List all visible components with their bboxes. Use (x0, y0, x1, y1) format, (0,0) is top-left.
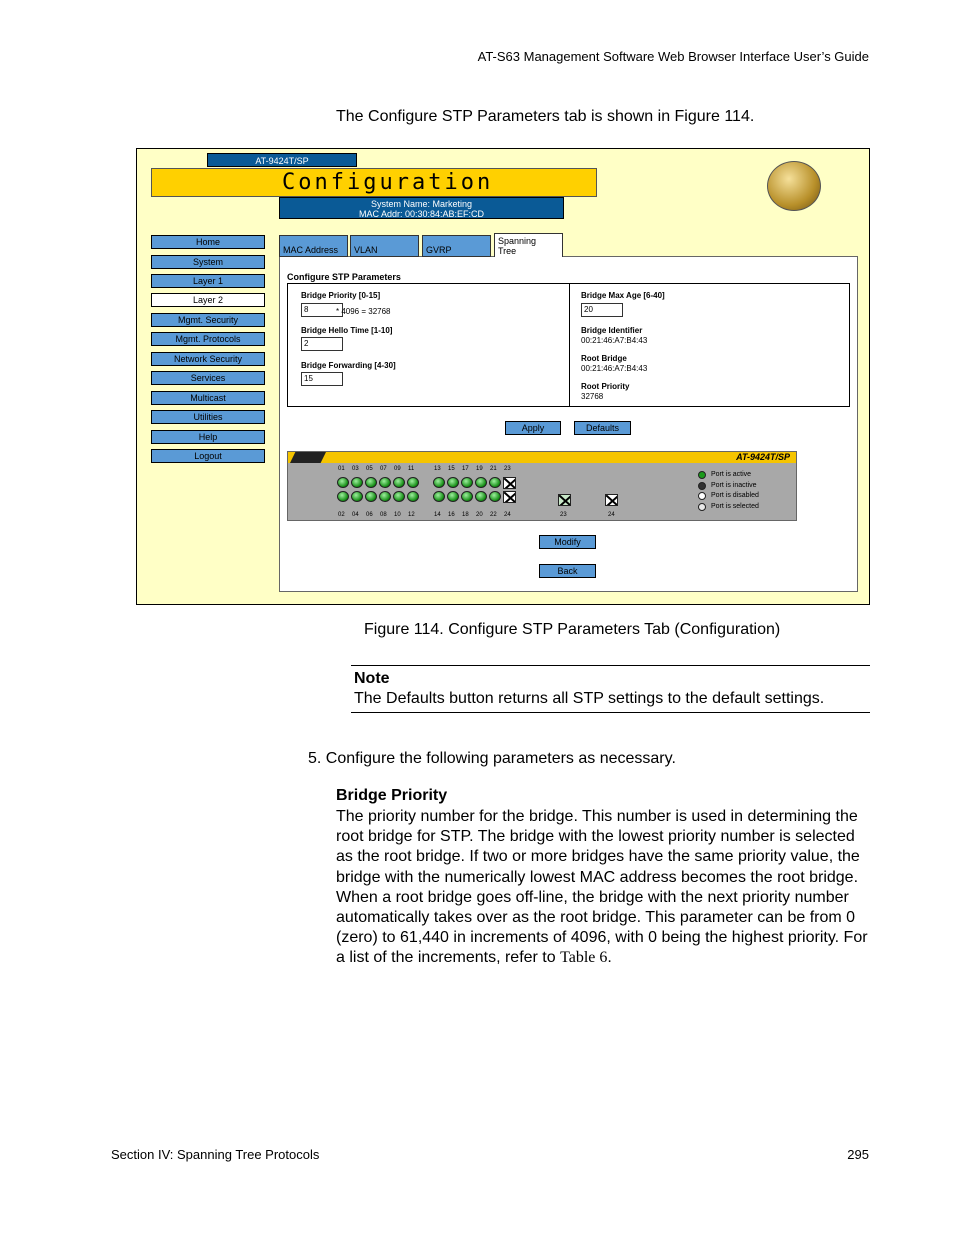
nav-home[interactable]: Home (151, 235, 265, 249)
legend-disabled-icon (698, 492, 706, 500)
port-bottom[interactable] (447, 491, 459, 502)
port-label-top: 11 (408, 466, 415, 472)
defaults-button[interactable]: Defaults (574, 421, 631, 435)
port-top[interactable] (365, 477, 377, 488)
port-label-top: 23 (504, 466, 511, 472)
legend-active: Port is active (711, 471, 752, 478)
port-top[interactable] (351, 477, 363, 488)
step-5: 5. Configure the following parameters as necessary. (308, 750, 676, 767)
port-bottom[interactable] (489, 491, 501, 502)
legend-active-icon (698, 471, 706, 479)
uplink-port-24[interactable] (605, 494, 618, 506)
port-bottom[interactable] (433, 491, 445, 502)
port-label-top: 05 (366, 466, 373, 472)
nav-system[interactable]: System (151, 255, 265, 269)
port-label-bottom: 18 (462, 512, 469, 518)
bridge-priority-label: Bridge Priority [0-15] (301, 291, 381, 300)
port-top[interactable] (475, 477, 487, 488)
switch-model: AT-9424T/SP (736, 452, 790, 462)
port-label-bottom: 24 (504, 512, 511, 518)
nav-mgmt-protocols[interactable]: Mgmt. Protocols (151, 332, 265, 346)
hello-time-label: Bridge Hello Time [1-10] (301, 326, 393, 335)
note-heading: Note (354, 670, 390, 687)
back-button[interactable]: Back (539, 564, 596, 578)
model-label: AT-9424T/SP (207, 153, 357, 167)
port-label-bottom: 04 (352, 512, 359, 518)
root-priority-value: 32768 (581, 392, 604, 401)
nav-layer1[interactable]: Layer 1 (151, 274, 265, 288)
port-bottom[interactable] (337, 491, 349, 502)
nav-layer2[interactable]: Layer 2 (151, 293, 265, 307)
stp-params-box (287, 283, 850, 407)
port-bottom[interactable] (503, 491, 516, 503)
globe-icon (767, 161, 821, 211)
switch-panel (287, 451, 797, 521)
port-bottom[interactable] (475, 491, 487, 502)
section-title: Configure STP Parameters (287, 272, 401, 282)
forward-delay-label: Bridge Forwarding [4-30] (301, 361, 396, 370)
root-priority-label: Root Priority (581, 382, 630, 391)
nav-network-security[interactable]: Network Security (151, 352, 265, 366)
port-top[interactable] (489, 477, 501, 488)
nav-help[interactable]: Help (151, 430, 265, 444)
legend-inactive: Port is inactive (711, 482, 757, 489)
port-label-top: 07 (380, 466, 387, 472)
port-top[interactable] (447, 477, 459, 488)
modify-button[interactable]: Modify (539, 535, 596, 549)
figure-screenshot (136, 148, 870, 605)
port-label-bottom: 16 (448, 512, 455, 518)
running-header: AT-S63 Management Software Web Browser Interface User’s Guide (477, 49, 869, 64)
vendor-logo-icon (290, 452, 326, 463)
port-label-bottom: 08 (380, 512, 387, 518)
port-bottom[interactable] (461, 491, 473, 502)
port-top[interactable] (393, 477, 405, 488)
note-text: The Defaults button returns all STP settings to the default settings. (354, 690, 825, 707)
uplink-port-23[interactable] (558, 494, 571, 506)
page-title: Configuration (282, 170, 494, 195)
max-age-label: Bridge Max Age [6-40] (581, 291, 665, 300)
mac-address: MAC Addr: 00:30:84:AB:EF:CD (358, 209, 485, 219)
intro-text: The Configure STP Parameters tab is shown in Figure 114. (336, 108, 755, 125)
tab-vlan[interactable]: VLAN (350, 235, 419, 257)
apply-button[interactable]: Apply (505, 421, 561, 435)
nav-services[interactable]: Services (151, 371, 265, 385)
root-bridge-label: Root Bridge (581, 354, 627, 363)
port-label-bottom: 20 (476, 512, 483, 518)
bridge-priority-input[interactable]: 8 (301, 303, 343, 317)
title-bar (151, 168, 597, 197)
port-top[interactable] (503, 477, 516, 489)
bridge-priority-calc: * 4096 = 32768 (336, 307, 391, 316)
nav-utilities[interactable]: Utilities (151, 410, 265, 424)
port-label-top: 13 (434, 466, 441, 472)
port-label-top: 21 (490, 466, 497, 472)
figure-caption: Figure 114. Configure STP Parameters Tab (Configuration) (364, 621, 781, 638)
port-label-top: 01 (338, 466, 345, 472)
port-top[interactable] (407, 477, 419, 488)
port-label-bottom: 12 (408, 512, 415, 518)
legend-selected-icon (698, 503, 706, 511)
legend-disabled: Port is disabled (711, 492, 759, 499)
footer-section: Section IV: Spanning Tree Protocols (111, 1147, 320, 1162)
port-label-bottom: 14 (434, 512, 441, 518)
bridge-identifier-label: Bridge Identifier (581, 326, 643, 335)
port-top[interactable] (433, 477, 445, 488)
port-label-bottom: 10 (394, 512, 401, 518)
port-label-top: 17 (462, 466, 469, 472)
nav-multicast[interactable]: Multicast (151, 391, 265, 405)
port-label-top: 15 (448, 466, 455, 472)
port-label-bottom: 06 (366, 512, 373, 518)
port-label-bottom: 22 (490, 512, 497, 518)
port-label-23: 23 (560, 512, 567, 518)
port-bottom[interactable] (351, 491, 363, 502)
legend-selected: Port is selected (711, 503, 759, 510)
legend-inactive-icon (698, 482, 706, 490)
port-bottom[interactable] (379, 491, 391, 502)
port-label-bottom: 02 (338, 512, 345, 518)
forward-delay-input[interactable]: 15 (301, 372, 343, 386)
tab-spanning-tree[interactable]: Spanning Tree (494, 233, 563, 257)
port-bottom[interactable] (407, 491, 419, 502)
root-bridge-value: 00:21:46:A7:B4:43 (581, 364, 648, 373)
port-label-top: 19 (476, 466, 483, 472)
nav-logout[interactable]: Logout (151, 449, 265, 463)
system-name: System Name: Marketing (370, 199, 473, 209)
port-top[interactable] (337, 477, 349, 488)
port-label-24: 24 (608, 512, 615, 518)
system-info (279, 197, 564, 219)
port-top[interactable] (461, 477, 473, 488)
port-label-top: 03 (352, 466, 359, 472)
bridge-priority-heading: Bridge Priority (336, 787, 448, 804)
bridge-priority-body: The priority number for the bridge. This number is used in determining the root bridge for STP. The bridge with the lowest priority number is selected as the root bridge. If two or more bridges have the same priority value, the bridge with the numerically lowest MAC address becomes the root bridge. When a root bridge goes off-line, the bridge with the next priority number automatically takes over as the root bridge. This parameter can be from 0 (zero) to 61,440 in increments of 4096, with 0 being the highest priority. For a list of the increments, refer to Table 6. (336, 808, 868, 967)
note-box (351, 665, 870, 713)
table-6-link[interactable]: Table 6 (560, 949, 608, 967)
bridge-identifier-value: 00:21:46:A7:B4:43 (581, 336, 648, 345)
port-bottom[interactable] (365, 491, 377, 502)
port-bottom[interactable] (393, 491, 405, 502)
footer-page: 295 (847, 1147, 869, 1162)
tab-gvrp[interactable]: GVRP (422, 235, 491, 257)
port-top[interactable] (379, 477, 391, 488)
hello-time-input[interactable]: 2 (301, 337, 343, 351)
port-label-top: 09 (394, 466, 401, 472)
max-age-input[interactable]: 20 (581, 303, 623, 317)
tab-mac-address[interactable]: MAC Address (279, 235, 348, 257)
nav-mgmt-security[interactable]: Mgmt. Security (151, 313, 265, 327)
